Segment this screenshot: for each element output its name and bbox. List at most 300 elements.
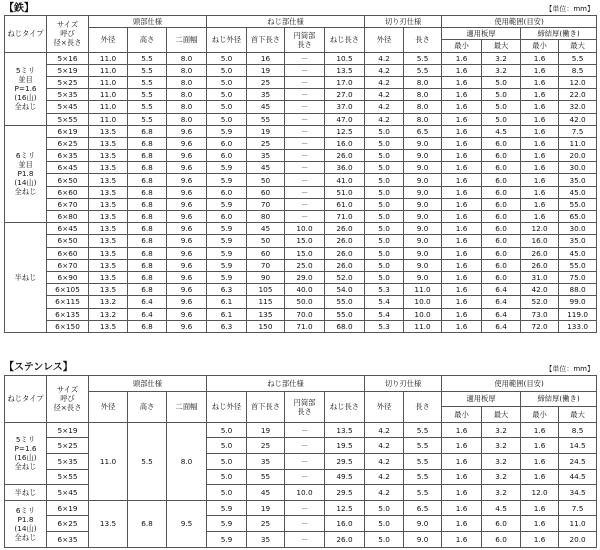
table-cell: 4.2 (365, 101, 404, 113)
table-cell: 9.6 (167, 223, 207, 235)
s-header-drill-length: 長さ (404, 391, 442, 422)
table-cell: 6×70 (47, 259, 89, 271)
table-cell: 5.0 (207, 113, 247, 125)
table-cell: 5.0 (207, 52, 247, 64)
table-row (5, 64, 597, 76)
table-cell: 5×55 (47, 113, 89, 125)
table-cell: 30.0 (559, 223, 597, 235)
table-cell: － (285, 531, 325, 547)
table-cell: 1.6 (442, 211, 482, 223)
table-cell: 49.5 (325, 469, 365, 485)
table-cell: 13.5 (89, 186, 128, 198)
table-cell: 5.0 (207, 438, 247, 454)
table-cell: 1.6 (442, 271, 482, 283)
table-cell: 1.6 (521, 52, 559, 64)
table-cell: 13.5 (89, 320, 128, 332)
table-cell: 5.9 (207, 198, 247, 210)
table-row (5, 150, 597, 162)
table-cell: 8.0 (404, 89, 442, 101)
s-header-size: サイズ 呼び 径×長さ (47, 376, 89, 423)
table-cell: 5.0 (365, 150, 404, 162)
table-cell: 5.9 (207, 259, 247, 271)
table-cell: 8.0 (167, 64, 207, 76)
table-cell: 13.5 (89, 211, 128, 223)
table-cell: 6.4 (482, 296, 521, 308)
table-cell: 9.6 (167, 235, 207, 247)
head-spec-cell: 13.5 (89, 500, 128, 547)
table-cell: － (285, 52, 325, 64)
table-cell: 6.0 (482, 516, 521, 532)
table-cell: 5.0 (207, 101, 247, 113)
table-cell: 35 (247, 531, 285, 547)
table-cell: 75.0 (559, 271, 597, 283)
table-cell: 19 (247, 64, 285, 76)
table-cell: 16 (247, 52, 285, 64)
table-cell: 9.0 (404, 235, 442, 247)
table-cell: 17.0 (325, 76, 365, 88)
table-cell: 1.6 (442, 500, 482, 516)
table-cell: 8.5 (559, 64, 597, 76)
table-cell: 9.0 (404, 174, 442, 186)
table-cell: 26.0 (325, 223, 365, 235)
table-cell: － (285, 89, 325, 101)
s-header-head-width: 二面幅 (167, 391, 207, 422)
table-cell: 6.0 (207, 137, 247, 149)
header-drill-length: 長さ (404, 28, 442, 52)
table-cell: 6×45 (47, 162, 89, 174)
table-cell: 3.2 (482, 453, 521, 469)
table-cell: 1.6 (442, 438, 482, 454)
table-cell: 12.0 (521, 485, 559, 501)
table-cell: 65.0 (559, 211, 597, 223)
table-cell: 45 (247, 162, 285, 174)
table-cell: 4.2 (365, 485, 404, 501)
table-cell: 13.2 (89, 296, 128, 308)
table-cell: 25 (247, 516, 285, 532)
table-row (5, 137, 597, 149)
table-cell: 10.5 (325, 52, 365, 64)
head-spec-cell: 8.0 (167, 422, 207, 500)
table-cell: － (285, 500, 325, 516)
table-cell: 1.6 (442, 64, 482, 76)
table-cell: 1.6 (521, 422, 559, 438)
table-cell: 9.0 (404, 259, 442, 271)
table-row (5, 174, 597, 186)
table-cell: 55.0 (559, 198, 597, 210)
table-cell: 9.0 (404, 137, 442, 149)
table-cell: 16.0 (325, 516, 365, 532)
table-cell: 12.0 (521, 223, 559, 235)
table-cell: 9.0 (404, 186, 442, 198)
table-cell: 5.5 (128, 101, 167, 113)
table-cell: 9.0 (404, 150, 442, 162)
table-cell: 6.0 (482, 271, 521, 283)
table-cell: 45.0 (559, 186, 597, 198)
table-cell: 5.9 (207, 247, 247, 259)
table-cell: 31.0 (521, 271, 559, 283)
table-cell: 1.6 (521, 531, 559, 547)
table-cell: 5.0 (365, 235, 404, 247)
table-cell: 25 (247, 438, 285, 454)
table-cell: 54.0 (325, 284, 365, 296)
table-cell: 1.6 (521, 113, 559, 125)
table-cell: 19 (247, 422, 285, 438)
table-cell: 9.6 (167, 125, 207, 137)
table-cell: 9.6 (167, 174, 207, 186)
table-cell: 6.8 (128, 198, 167, 210)
table-cell: 1.6 (442, 320, 482, 332)
table-cell: 61.0 (325, 198, 365, 210)
table-cell: 1.6 (521, 76, 559, 88)
table-cell: 9.6 (167, 211, 207, 223)
table-cell: 9.6 (167, 259, 207, 271)
table-cell: 6.0 (482, 211, 521, 223)
table-cell: 11.0 (559, 516, 597, 532)
table-cell: 13.5 (89, 174, 128, 186)
table-cell: 5.5 (404, 438, 442, 454)
table-cell: 11.0 (559, 137, 597, 149)
thread-type-label: 5ミリ P=1.6 (16山) 全ねじ (5, 422, 47, 484)
table-cell: 5.0 (482, 76, 521, 88)
table-cell: 6.8 (128, 271, 167, 283)
header-head-height: 高さ (128, 28, 167, 52)
table-cell: 13.2 (89, 308, 128, 320)
table-cell: 25 (247, 137, 285, 149)
table-row (5, 101, 597, 113)
table-cell: 16.0 (325, 137, 365, 149)
table-cell: 6.4 (128, 296, 167, 308)
table-cell: 35.0 (559, 235, 597, 247)
table-cell: － (285, 186, 325, 198)
table-cell: 5.5 (128, 76, 167, 88)
table-cell: 9.6 (167, 320, 207, 332)
s-header-head-height: 高さ (128, 391, 167, 422)
table-cell: 135 (247, 308, 285, 320)
table-cell: 5.0 (207, 64, 247, 76)
table-cell: 4.2 (365, 422, 404, 438)
table-cell: 6.4 (128, 308, 167, 320)
s-header-clamp: 締結厚(働き) (521, 391, 597, 407)
header-head-spec: 頭部仕様 (89, 16, 207, 28)
table-cell: 9.6 (167, 162, 207, 174)
header-usage-range: 使用範囲(目安) (442, 16, 597, 28)
table-cell: 8.0 (404, 101, 442, 113)
table-cell: 13.5 (89, 198, 128, 210)
table-cell: 5×25 (47, 76, 89, 88)
table-cell: 7.5 (559, 500, 597, 516)
table-cell: 8.0 (404, 76, 442, 88)
table-cell: 6×35 (47, 150, 89, 162)
table-cell: 4.5 (482, 500, 521, 516)
table-cell: 6.0 (207, 186, 247, 198)
table-cell: 6×45 (47, 223, 89, 235)
table-cell: 13.5 (89, 125, 128, 137)
size-cell: 6×35 (47, 531, 89, 547)
table-cell: 26.0 (521, 259, 559, 271)
table-cell: 35.0 (559, 174, 597, 186)
table-cell: 1.6 (442, 137, 482, 149)
table-cell: 5.0 (365, 186, 404, 198)
s-header-head-dia: 外径 (89, 391, 128, 422)
table-cell: 5.0 (365, 198, 404, 210)
s-header-type: ねじタイプ (5, 376, 47, 423)
iron-section-title: 【鉄】 (4, 3, 34, 14)
table-cell: 1.6 (442, 259, 482, 271)
table-cell: 1.6 (521, 186, 559, 198)
table-cell: 6.0 (482, 259, 521, 271)
table-cell: 8.0 (167, 89, 207, 101)
table-cell: 45.0 (559, 247, 597, 259)
table-cell: 1.6 (521, 64, 559, 76)
table-cell: 6×50 (47, 174, 89, 186)
table-cell: 6×105 (47, 284, 89, 296)
table-cell: 24.5 (559, 453, 597, 469)
table-cell: 3.2 (482, 485, 521, 501)
table-cell: 6.8 (128, 235, 167, 247)
table-cell: 26.0 (325, 531, 365, 547)
table-row (5, 162, 597, 174)
header-drill-spec: 切り刃仕様 (365, 16, 442, 28)
table-cell: 6.0 (482, 137, 521, 149)
table-cell: 6.8 (128, 186, 167, 198)
table-cell: 15.0 (285, 235, 325, 247)
table-cell: 6.8 (128, 125, 167, 137)
table-cell: － (285, 438, 325, 454)
table-cell: 105 (247, 284, 285, 296)
table-cell: 1.6 (521, 162, 559, 174)
table-cell: 72.0 (521, 320, 559, 332)
table-cell: 80 (247, 211, 285, 223)
table-cell: 25 (247, 76, 285, 88)
table-cell: 6.8 (128, 259, 167, 271)
table-cell: 6×60 (47, 186, 89, 198)
size-cell: 5×25 (47, 438, 89, 454)
table-cell: 6.8 (128, 174, 167, 186)
size-cell: 6×19 (47, 500, 89, 516)
table-cell: － (285, 64, 325, 76)
table-cell: 45 (247, 101, 285, 113)
size-cell: 5×55 (47, 469, 89, 485)
table-cell: 40.0 (285, 284, 325, 296)
table-cell: 50 (247, 235, 285, 247)
table-cell: 1.6 (442, 89, 482, 101)
table-cell: － (285, 113, 325, 125)
s-header-plate-min: 最小 (442, 407, 482, 423)
table-cell: 34.5 (559, 485, 597, 501)
table-cell: 1.6 (442, 162, 482, 174)
table-cell: 11.0 (89, 101, 128, 113)
header-under-length: 首下長さ (247, 28, 285, 52)
table-cell: 71.0 (325, 211, 365, 223)
table-cell: － (285, 137, 325, 149)
header-head-width: 二面幅 (167, 28, 207, 52)
size-cell: 5×35 (47, 453, 89, 469)
table-cell: 4.5 (482, 125, 521, 137)
table-cell: 5.3 (365, 320, 404, 332)
header-cyl-length: 円筒部 長さ (285, 28, 325, 52)
table-cell: 4.2 (365, 64, 404, 76)
table-cell: 73.0 (521, 308, 559, 320)
table-cell: 1.6 (521, 211, 559, 223)
table-cell: 19 (247, 500, 285, 516)
table-cell: 9.0 (404, 516, 442, 532)
table-cell: 133.0 (559, 320, 597, 332)
table-cell: 1.6 (521, 174, 559, 186)
table-row (5, 198, 597, 210)
table-cell: 42.0 (521, 284, 559, 296)
table-cell: 19 (247, 125, 285, 137)
table-row (5, 235, 597, 247)
table-cell: 4.2 (365, 438, 404, 454)
stainless-section-title: 【ステンレス】 (4, 362, 73, 373)
table-cell: 5.5 (128, 64, 167, 76)
table-cell: 90 (247, 271, 285, 283)
table-cell: 5.0 (365, 259, 404, 271)
table-cell: 6.4 (482, 284, 521, 296)
table-cell: 5.0 (207, 469, 247, 485)
table-cell: － (285, 516, 325, 532)
table-cell: 1.6 (521, 89, 559, 101)
table-cell: 5.0 (365, 125, 404, 137)
table-cell: 1.6 (442, 125, 482, 137)
s-header-cyl-length: 円筒部 長さ (285, 391, 325, 422)
table-cell: 25.0 (285, 259, 325, 271)
table-cell: 4.2 (365, 453, 404, 469)
header-clamp: 締結厚(働き) (521, 28, 597, 40)
table-cell: 9.6 (167, 247, 207, 259)
table-cell: 1.6 (442, 247, 482, 259)
table-cell: 6.4 (482, 308, 521, 320)
table-cell: 9.6 (167, 150, 207, 162)
table-cell: 71.0 (285, 320, 325, 332)
table-cell: 1.6 (442, 52, 482, 64)
table-cell: 8.0 (167, 76, 207, 88)
table-cell: 5.4 (365, 296, 404, 308)
table-cell: 5.5 (128, 89, 167, 101)
s-header-plate-max: 最大 (482, 407, 521, 423)
table-cell: 6×80 (47, 211, 89, 223)
table-cell: 6.8 (128, 247, 167, 259)
thread-type-label: 半ねじ (5, 485, 47, 501)
table-cell: 55 (247, 113, 285, 125)
table-cell: 8.0 (167, 52, 207, 64)
table-cell: 6.0 (482, 186, 521, 198)
table-cell: 5×35 (47, 89, 89, 101)
thread-type-label: 半ねじ (5, 223, 47, 333)
table-cell: 6×90 (47, 271, 89, 283)
table-cell: 6.8 (128, 320, 167, 332)
table-cell: 5.0 (207, 453, 247, 469)
table-cell: 6.3 (207, 320, 247, 332)
s-header-clamp-max: 最大 (559, 407, 597, 423)
table-cell: 44.5 (559, 469, 597, 485)
table-cell: － (285, 198, 325, 210)
table-cell: 6.5 (404, 125, 442, 137)
table-cell: 150 (247, 320, 285, 332)
header-thread-length: ねじ長さ (325, 28, 365, 52)
table-cell: 5.0 (482, 113, 521, 125)
table-cell: 55.0 (325, 296, 365, 308)
s-header-thread-spec: ねじ部仕様 (207, 376, 365, 392)
table-cell: 9.0 (404, 531, 442, 547)
table-cell: 5.0 (482, 89, 521, 101)
table-cell: 8.0 (167, 113, 207, 125)
table-cell: 1.6 (521, 469, 559, 485)
table-cell: 5.9 (207, 516, 247, 532)
table-cell: 52.0 (325, 271, 365, 283)
table-cell: 10.0 (285, 223, 325, 235)
table-cell: 13.5 (89, 223, 128, 235)
table-row (5, 186, 597, 198)
table-cell: 12.5 (325, 500, 365, 516)
table-cell: － (285, 422, 325, 438)
size-cell: 5×19 (47, 422, 89, 438)
table-cell: 13.5 (325, 64, 365, 76)
table-cell: 12.0 (559, 76, 597, 88)
table-cell: 5.0 (207, 422, 247, 438)
s-header-under-length: 首下長さ (247, 391, 285, 422)
table-cell: 5.0 (207, 89, 247, 101)
table-cell: 10.0 (285, 485, 325, 501)
table-cell: 6×115 (47, 296, 89, 308)
table-cell: 1.6 (442, 223, 482, 235)
table-row (5, 89, 597, 101)
table-cell: 1.6 (442, 485, 482, 501)
table-cell: 9.0 (404, 223, 442, 235)
table-cell: 3.2 (482, 422, 521, 438)
table-cell: 4.2 (365, 89, 404, 101)
table-cell: 99.0 (559, 296, 597, 308)
table-cell: 6.0 (207, 150, 247, 162)
table-cell: 5.5 (404, 453, 442, 469)
table-cell: 70.0 (285, 308, 325, 320)
header-plate-max: 最大 (482, 40, 521, 52)
head-spec-cell: 6.8 (128, 500, 167, 547)
table-row (5, 284, 597, 296)
table-cell: 1.6 (442, 198, 482, 210)
s-header-drill-dia: 外径 (365, 391, 404, 422)
table-cell: 5.0 (482, 101, 521, 113)
table-cell: 6.1 (207, 308, 247, 320)
header-type: ねじタイプ (5, 16, 47, 53)
table-cell: 11.0 (89, 76, 128, 88)
table-cell: 6×60 (47, 247, 89, 259)
table-cell: 1.6 (442, 531, 482, 547)
table-cell: 55.0 (559, 259, 597, 271)
table-cell: 1.6 (442, 101, 482, 113)
table-cell: 5.0 (365, 516, 404, 532)
table-cell: 8.5 (559, 422, 597, 438)
table-cell: 1.6 (442, 308, 482, 320)
table-cell: 5.0 (365, 500, 404, 516)
table-cell: 9.0 (404, 198, 442, 210)
table-cell: 26.0 (325, 235, 365, 247)
table-cell: 9.0 (404, 211, 442, 223)
header-thread-dia: ねじ外径 (207, 28, 247, 52)
header-drill-dia: 外径 (365, 28, 404, 52)
table-row (5, 52, 597, 64)
table-cell: 70 (247, 198, 285, 210)
table-cell: 26.0 (325, 247, 365, 259)
table-cell: 6.0 (482, 223, 521, 235)
table-row (5, 113, 597, 125)
table-row (5, 76, 597, 88)
table-cell: 5.0 (365, 162, 404, 174)
table-row (5, 296, 597, 308)
table-cell: 6.0 (482, 247, 521, 259)
table-cell: 5.9 (207, 271, 247, 283)
table-cell: 10.0 (404, 308, 442, 320)
